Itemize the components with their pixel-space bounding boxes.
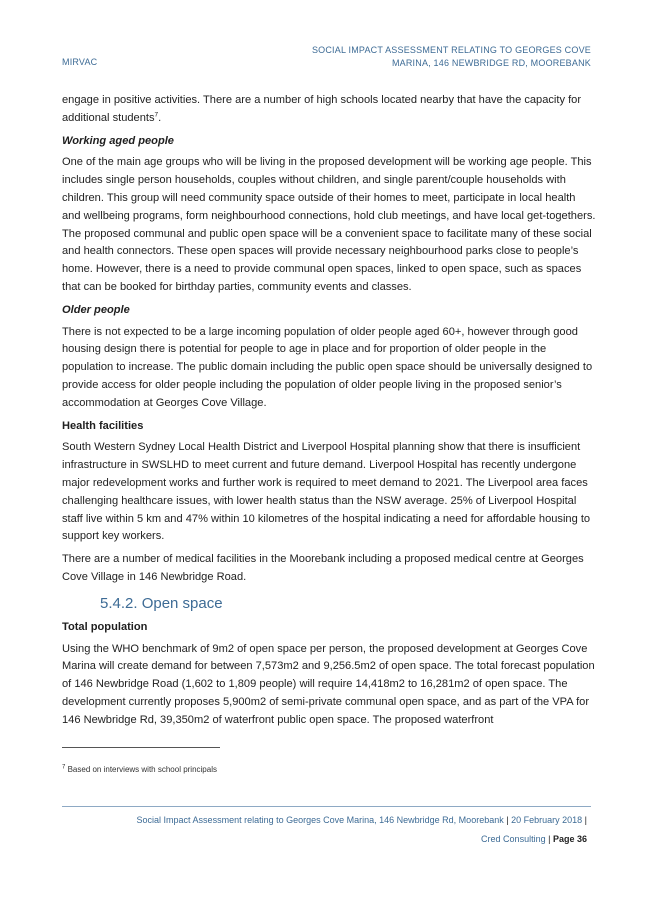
header-title-line2: MARINA, 146 NEWBRIDGE RD, MOOREBANK — [391, 58, 591, 68]
paragraph-older-people: There is not expected to be a large incoming population of older people aged 60+, however through good housing design there is potential for people to age in place and for proportion of older people in the population to increase. The public domain including the public open space should be universally designed to provide access for older people including the population of older people living in the proposed senior’s accommodation at Georges Cove Village. — [62, 325, 593, 409]
footer-date: 20 February 2018 — [511, 815, 583, 825]
paragraph-schools — [62, 92, 596, 128]
paragraph-total-population: Using the WHO benchmark of 9m2 of open space per person, the proposed development at Georges Cove Marina will create demand for between 7,573m2 and 9,256.5m2 of open space. The total forecast population of 146 Newbridge Road (1,602 to 1,809 people) will require 14,418m2 to 16,281m2 of open space. The development currently proposes 5,900m2 of semi-private communal open space, and as part of the VPA for 146 Newbridge Rd, 39,350m2 of waterfront public open space. The proposed waterfront — [62, 642, 595, 726]
footer-divider — [62, 806, 591, 807]
footnote-divider — [62, 747, 220, 748]
paragraph-health-1: South Western Sydney Local Health District and Liverpool Hospital planning show that there is insufficient infrastructure in SWSLHD to meet current and future demand. Liverpool Hospital has recently undergone major redevelopment works and further work is required to meet demand to 2021. The Liverpool area faces challenging healthcare issues, with lower health status than the NSW average. 25% of Liverpool Hospital staff live within 5 km and 47% within 10 kilometres of the hospital indicating a need for affordable housing to support key workers. — [62, 441, 591, 543]
paragraph-schools-end: . — [158, 111, 162, 124]
paragraph-working-aged: One of the main age groups who will be living in the proposed development will be working age people. This includes single person households, couples without children, and single parent/couple households with children. This group will need community space outside of their homes to meet, participate in local health and wellbeing programs, form neighbourhood connections, hold club meetings, and have local get-togethers. The proposed communal and public open space will be a convenient space to facilitate many of these social and health connectors. These open spaces will provide necessary neighbourhood parks close to people’s home. However, there is a need to provide communal open spaces, linked to open space, such as spaces that can be booked for birthday parties, community events and classes. — [62, 156, 596, 293]
footer-line1 — [137, 815, 587, 825]
page-number: Page 36 — [552, 834, 587, 844]
heading-health-facilities: Health facilities — [62, 419, 144, 432]
paragraph-schools-text: engage in positive activities. There are a number of high schools located nearby that have the capacity for additional students — [62, 94, 582, 124]
footer-line2 — [481, 834, 587, 844]
heading-older-people: Older people — [62, 303, 130, 316]
footer-separator: | — [548, 834, 551, 844]
page-body — [62, 92, 596, 735]
heading-total-population: Total population — [62, 620, 148, 633]
footnote-ref[interactable]: 7 — [154, 111, 159, 119]
header-document-title — [312, 44, 591, 70]
header-title-line1: SOCIAL IMPACT ASSESSMENT RELATING TO GEORGES COVE — [311, 45, 591, 55]
header-org: MIRVAC — [62, 57, 98, 67]
paragraph-health-2: There are a number of medical facilities in the Moorebank including a proposed medical centre at Georges Cove Village in 146 Newbridge Road. — [62, 553, 584, 583]
section-title-open-space: 5.4.2. Open space — [100, 594, 223, 612]
footnote — [62, 765, 217, 774]
heading-working-aged: Working aged people — [62, 134, 174, 147]
footnote-number: 7 — [62, 764, 66, 771]
footnote-text: Based on interviews with school principals — [67, 765, 217, 774]
footer-org: Cred Consulting — [481, 834, 546, 844]
footer-document-title: Social Impact Assessment relating to Georges Cove Marina, 146 Newbridge Rd, Moorebank — [136, 815, 504, 825]
footer-separator: | — [584, 815, 587, 825]
footer-separator: | — [506, 815, 509, 825]
